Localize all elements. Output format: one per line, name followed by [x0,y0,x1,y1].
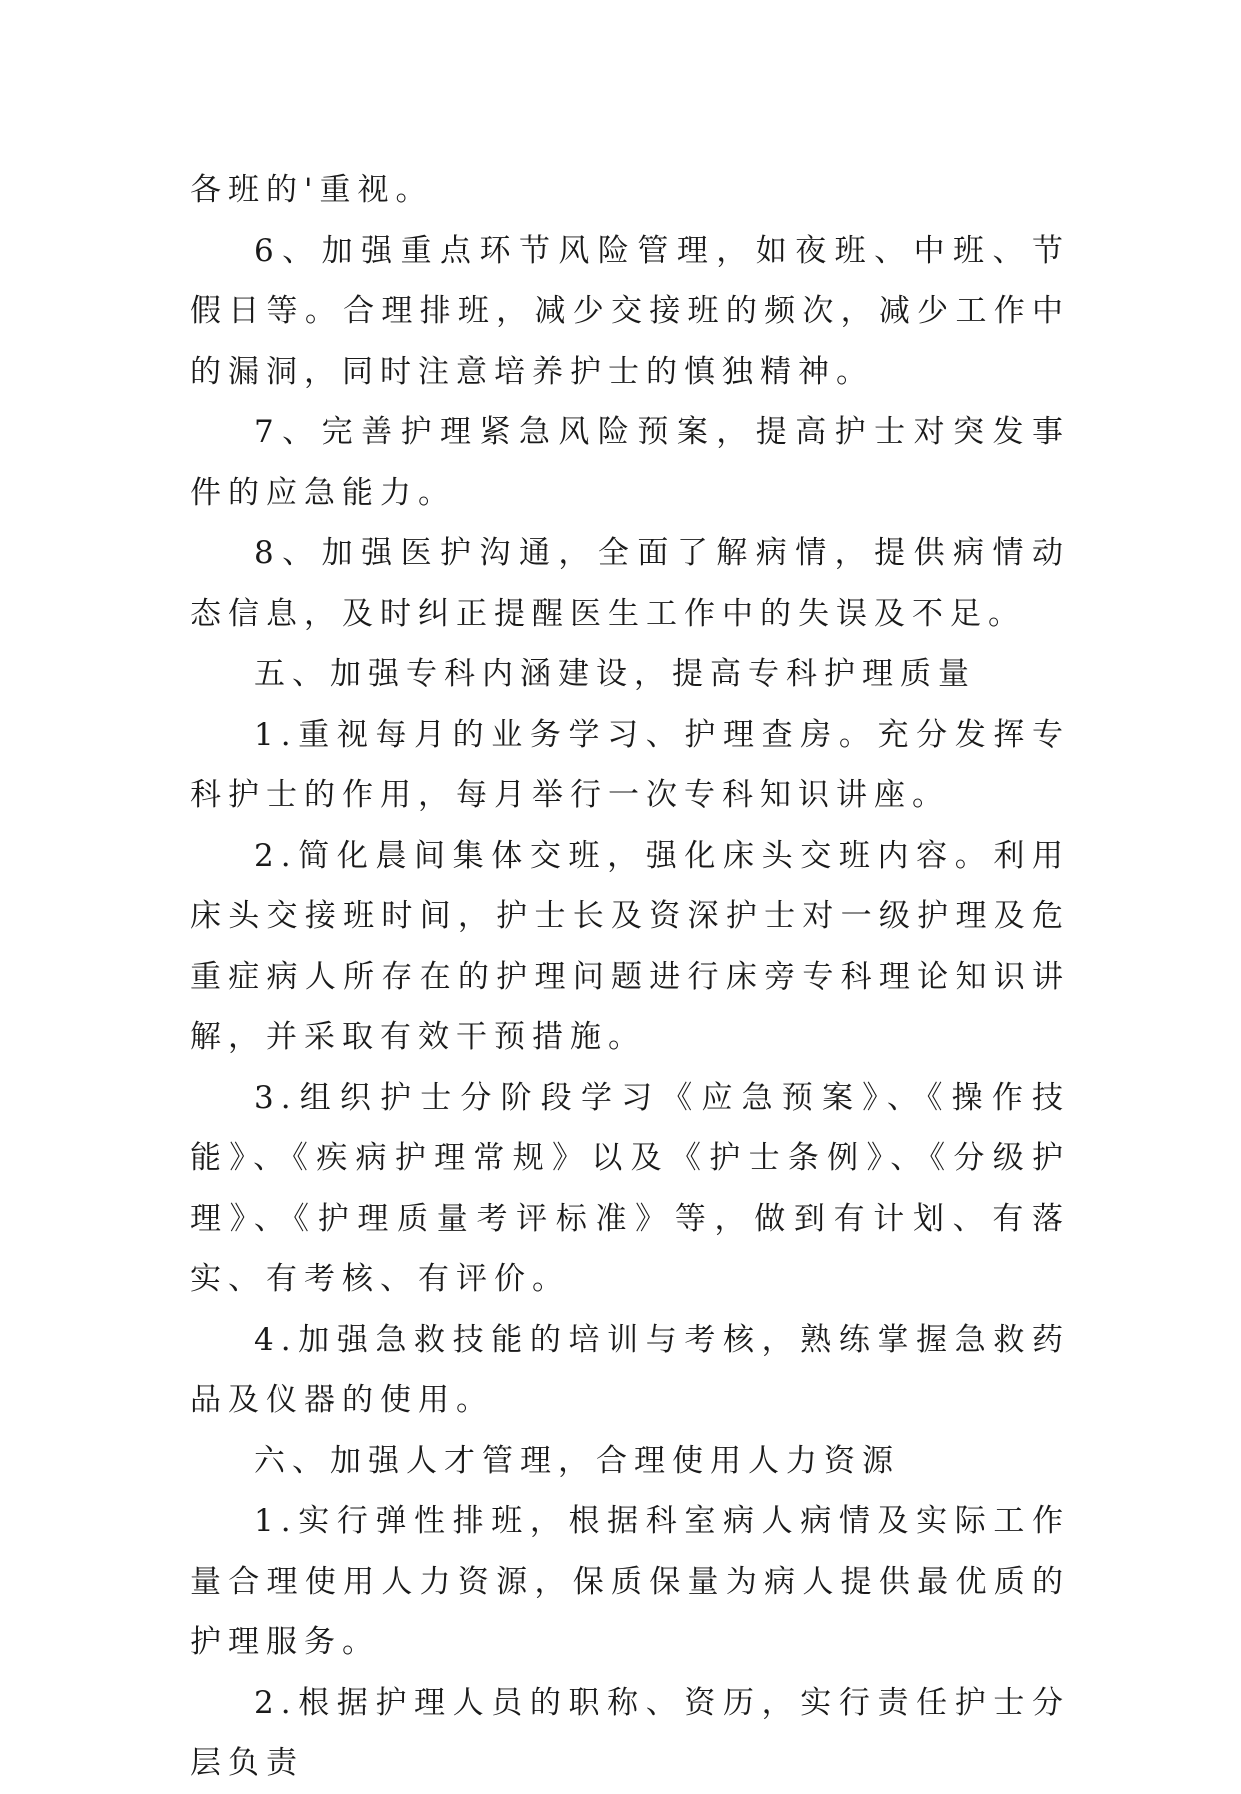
document-body [190,160,1070,1794]
paragraph-item-6: 6、加强重点环节风险管理，如夜班、中班、节假日等。合理排班，减少交接班的频次，减少工作中的漏洞，同时注意培养护士的慎独精神。 [190,232,1070,390]
paragraph-6-2: 2.根据护理人员的职称、资历，实行责任护士分层负责 [190,1684,1070,1781]
paragraph-6-1: 1.实行弹性排班，根据科室病人病情及实际工作量合理使用人力资源，保质保量为病人提供最优质的护理服务。 [190,1503,1070,1660]
paragraph-5-4: 4.加强急救技能的培训与考核，熟练掌握急救药品及仪器的使用。 [190,1321,1070,1418]
paragraph-continuation: 各班的'重视。 [190,172,434,208]
paragraph-item-8: 8、加强医护沟通，全面了解病情，提供病情动态信息，及时纠正提醒医生工作中的失误及不足。 [190,535,1070,632]
paragraph-item-7: 7、完善护理紧急风险预案，提高护士对突发事件的应急能力。 [190,414,1070,511]
paragraph-5-1: 1.重视每月的业务学习、护理查房。充分发挥专科护士的作用，每月举行一次专科知识讲座。 [190,716,1070,813]
section-heading-5: 五、加强专科内涵建设，提高专科护理质量 [254,656,976,692]
section-heading-6: 六、加强人才管理，合理使用人力资源 [254,1442,900,1479]
paragraph-5-3: 3.组织护士分阶段学习《应急预案》、《操作技能》、《疾病护理常规》以及《护士条例》、《分级护理》、《护理质量考评标准》等，做到有计划、有落实、有考核、有评价。 [190,1079,1070,1297]
paragraph-5-2: 2.简化晨间集体交班，强化床头交班内容。利用床头交接班时间，护士长及资深护士对一级护理及危重症病人所存在的护理问题进行床旁专科理论知识讲解，并采取有效干预措施。 [190,837,1070,1055]
